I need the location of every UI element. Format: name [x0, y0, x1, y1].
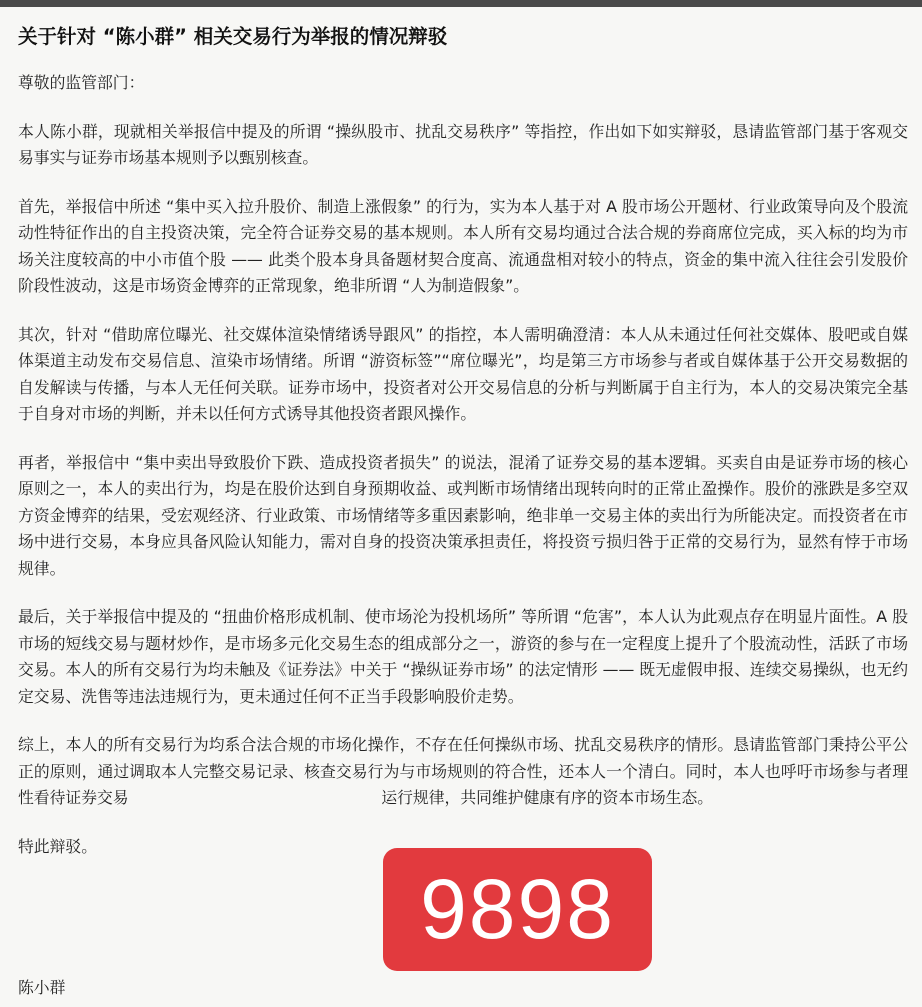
closing-line: 特此辩驳。 [18, 836, 97, 856]
paragraph-third: 再者，举报信中 “集中卖出导致股价下跌、造成投资者损失” 的说法，混淆了证券交易的基本逻辑。买卖自由是证券市场的核心原则之一，本人的卖出行为，均是在股价达到自身预期收益、或判断市场情绪出现转向时的正常止盈操作。股价的涨跌是多空双方资金博弈的结果，受宏观经济、行业政策、市场情绪等多重因素影响，绝非单一交易主体的卖出行为所能决定。而投资者在市场中进行交易，本身应具备风险认知能力，需对自身的投资决策承担责任，将投资亏损归咎于正常的交易行为，显然有悖于市场规律。 [18, 452, 908, 578]
paragraph-last: 最后，关于举报信中提及的 “扭曲价格形成机制、使市场沦为投机场所” 等所谓 “危害”，本人认为此观点存在明显片面性。A 股市场的短线交易与题材炒作，是市场多元化交易生态的组成部分之一，游资的参与在一定程度上提升了个股流动性，活跃了市场交易。本人的所有交易行为均未触及《证券法》中关于 “操纵证券市场” 的法定情形 —— 既无虚假申报、连续交易操纵，也无约定交易、洗售等违法违规行为，更未通过任何不正当手段影响股价走势。 [18, 607, 908, 706]
number-badge-overlay: 9898 [383, 848, 652, 971]
top-edge-bar [0, 0, 922, 7]
signature: 陈小群 [18, 978, 66, 997]
paragraph-intro: 本人陈小群，现就相关举报信中提及的所谓 “操纵股市、扰乱交易秩序” 等指控，作出如下如实辩驳，恳请监管部门基于客观交易事实与证券市场基本规则予以甄别核查。 [18, 121, 908, 167]
salutation: 尊敬的监管部门： [18, 73, 145, 92]
document-title: 关于针对 “陈小群” 相关交易行为举报的情况辩驳 [18, 25, 448, 48]
paragraph-first: 首先，举报信中所述 “集中买入拉升股价、制造上涨假象” 的行为，实为本人基于对 A 股市场公开题材、行业政策导向及个股流动性特征作出的自主投资决策，完全符合证券交易的基本规则。本人所有交易均通过合法合规的券商席位完成，买入标的均为市场关注度较高的中小市值个股 —— 此类个股本身具备题材契合度高、流通盘相对较小的特点，资金的集中流入往往会引发股价阶段性波动，这是市场资金博弈的正常现象，绝非所谓 “人为制造假象”。 [18, 196, 908, 295]
paragraph-conclusion: 综上，本人的所有交易行为均系合法合规的市场化操作，不存在任何操纵市场、扰乱交易秩序的情形。恳请监管部门秉持公平公正的原则，通过调取本人完整交易记录、核查交易行为与市场规则的符合性，还本人一个清白。同时，本人也呼吁市场参与者理性看待证券交易 运行规律，共同维护健康有序的资本市场生态。 [18, 735, 908, 807]
document-body [18, 20, 908, 882]
paragraph-second: 其次，针对 “借助席位曝光、社交媒体渲染情绪诱导跟风” 的指控，本人需明确澄清：本人从未通过任何社交媒体、股吧或自媒体渠道主动发布交易信息、渲染市场情绪。所谓 “游资标签”“席位曝光”，均是第三方市场参与者或自媒体基于公开交易数据的自发解读与传播，与本人无任何关联。证券市场中，投资者对公开交易信息的分析与判断属于自主行为，本人的交易决策完全基于自身对市场的判断，并未以任何方式诱导其他投资者跟风操作。 [18, 324, 908, 423]
